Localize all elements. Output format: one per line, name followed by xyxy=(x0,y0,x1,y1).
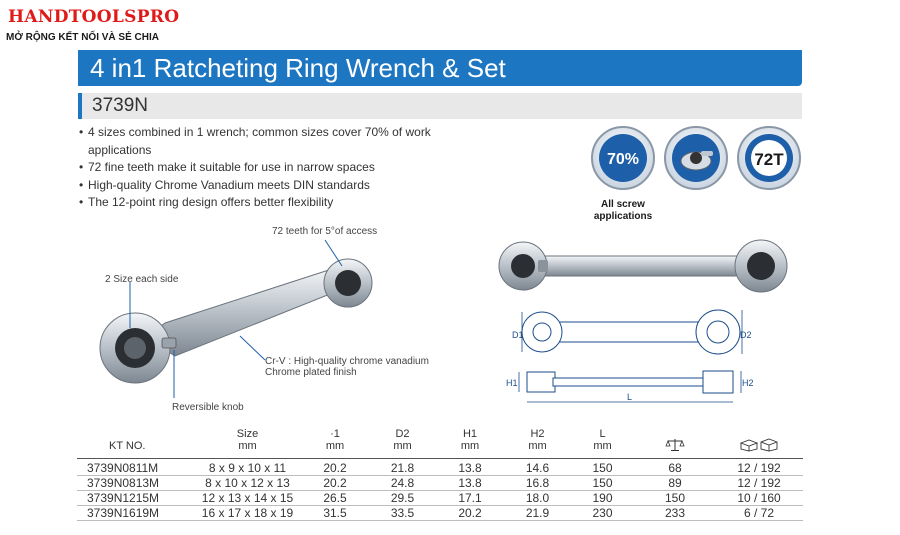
table-cell: 13.8 xyxy=(435,459,505,476)
col-h1: H1 mm xyxy=(435,428,505,459)
col-weight xyxy=(635,428,715,459)
table-cell: 3739N1619M xyxy=(77,506,195,521)
table-cell: 3739N0811M xyxy=(77,459,195,476)
label-d1: D1 xyxy=(512,330,524,340)
col-d2: D2 mm xyxy=(370,428,435,459)
col-h2: H2 mm xyxy=(505,428,570,459)
feature-item: • The 12-point ring design offers better flexibility xyxy=(79,194,479,212)
table-cell: 18.0 xyxy=(505,491,570,506)
weight-scale-icon xyxy=(665,438,685,452)
dimension-diagram-h xyxy=(505,368,755,410)
table-cell: 12 x 13 x 14 x 15 xyxy=(195,491,300,506)
feature-item: • 4 sizes combined in 1 wrench; common sizes cover 70% of work applications xyxy=(79,124,479,159)
label-h1: H1 xyxy=(506,378,518,388)
table-row xyxy=(77,491,803,506)
product-title-bar xyxy=(78,50,802,86)
label-l: L xyxy=(627,392,633,402)
table-cell: 233 xyxy=(635,506,715,521)
feature-item: • High-quality Chrome Vanadium meets DIN standards xyxy=(79,177,479,195)
table-cell: 17.1 xyxy=(435,491,505,506)
table-cell: 16 x 17 x 18 x 19 xyxy=(195,506,300,521)
brand-logo: HANDTOOLSPRO xyxy=(8,7,180,27)
label-h2: H2 xyxy=(742,378,754,388)
table-cell: 150 xyxy=(570,459,635,476)
table-cell: 190 xyxy=(570,491,635,506)
table-cell: 6 / 72 xyxy=(715,506,803,521)
ratchet-head-badge xyxy=(663,125,729,191)
col-kt-no: KT NO. xyxy=(77,428,195,459)
col-d1: ·1 mm xyxy=(300,428,370,459)
callout-material xyxy=(265,356,429,378)
wrench-illustration xyxy=(90,238,400,418)
badge-caption-line: applications xyxy=(593,211,653,222)
model-bar xyxy=(78,93,802,119)
badge-caption-line: All screw xyxy=(601,199,645,210)
table-body xyxy=(77,459,803,521)
table-row xyxy=(77,506,803,521)
callout-knob: Reversible knob xyxy=(172,402,244,413)
table-cell: 26.5 xyxy=(300,491,370,506)
table-cell: 21.8 xyxy=(370,459,435,476)
table-cell: 12 / 192 xyxy=(715,459,803,476)
table-cell: 8 x 9 x 10 x 11 xyxy=(195,459,300,476)
table-cell: 21.9 xyxy=(505,506,570,521)
table-cell: 12 / 192 xyxy=(715,476,803,491)
table-cell: 68 xyxy=(635,459,715,476)
coverage-70-badge xyxy=(590,125,656,191)
table-cell: 20.2 xyxy=(435,506,505,521)
table-cell: 31.5 xyxy=(300,506,370,521)
table-row xyxy=(77,476,803,491)
table-cell: 150 xyxy=(570,476,635,491)
table-cell: 230 xyxy=(570,506,635,521)
table-cell: 89 xyxy=(635,476,715,491)
callout-teeth: 72 teeth for 5°of access xyxy=(272,226,378,237)
feature-list xyxy=(79,124,479,212)
feature-item: • 72 fine teeth make it suitable for use in narrow spaces xyxy=(79,159,479,177)
table-cell: 16.8 xyxy=(505,476,570,491)
table-cell: 13.8 xyxy=(435,476,505,491)
col-l: L mm xyxy=(570,428,635,459)
badge-caption xyxy=(582,199,664,223)
packaging-box-icon xyxy=(739,438,779,452)
table-header-row xyxy=(77,428,803,459)
callout-size: 2 Size each side xyxy=(105,274,179,285)
teeth-72t-badge xyxy=(736,125,802,191)
table-cell: 14.6 xyxy=(505,459,570,476)
table-cell: 8 x 10 x 12 x 13 xyxy=(195,476,300,491)
table-cell: 29.5 xyxy=(370,491,435,506)
wrench-photo xyxy=(498,238,788,296)
badge-percent-text: 70% xyxy=(606,151,640,168)
model-bar-accent xyxy=(78,93,82,119)
table-cell: 3739N0813M xyxy=(77,476,195,491)
table-cell: 3739N1215M xyxy=(77,491,195,506)
feature-badges xyxy=(590,125,810,195)
callout-material-line: Cr-V : High-quality chrome vanadium xyxy=(265,356,429,367)
model-number: 3739N xyxy=(92,95,148,116)
col-packaging xyxy=(715,428,803,459)
dimension-diagram-d xyxy=(510,308,755,358)
table-cell: 20.2 xyxy=(300,459,370,476)
product-title: 4 in1 Ratcheting Ring Wrench & Set xyxy=(90,53,506,83)
badge-teeth-text: 72T xyxy=(754,150,784,169)
spec-table xyxy=(77,428,803,521)
table-cell: 150 xyxy=(635,491,715,506)
table-cell: 20.2 xyxy=(300,476,370,491)
label-d2: D2 xyxy=(740,330,752,340)
table-cell: 10 / 160 xyxy=(715,491,803,506)
col-size: Size mm xyxy=(195,428,300,459)
table-cell: 24.8 xyxy=(370,476,435,491)
brand-tagline: MỞ RỘNG KẾT NỐI VÀ SẺ CHIA xyxy=(6,32,159,43)
table-row xyxy=(77,459,803,476)
callout-material-line: Chrome plated finish xyxy=(265,367,357,378)
table-cell: 33.5 xyxy=(370,506,435,521)
